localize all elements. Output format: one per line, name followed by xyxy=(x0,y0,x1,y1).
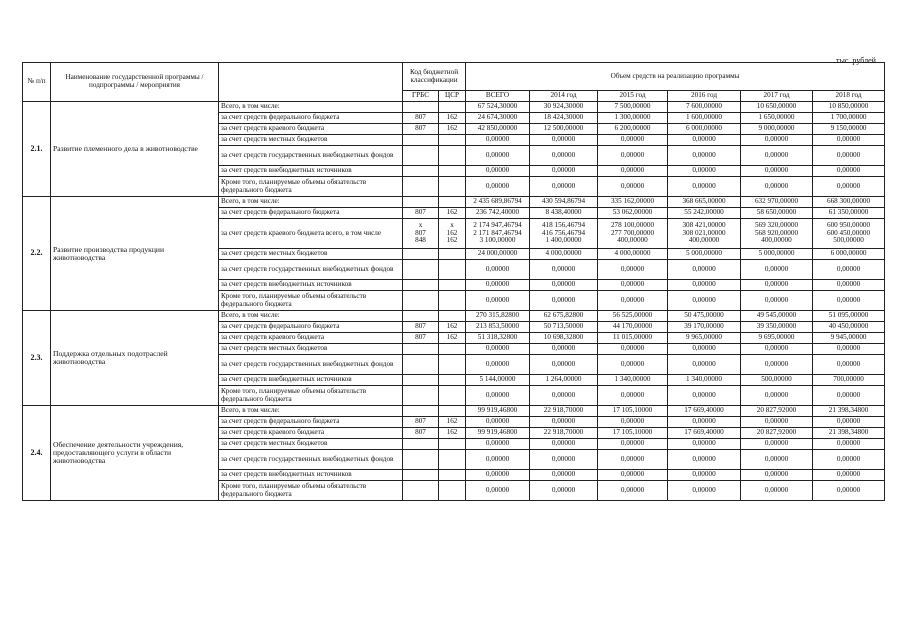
grbs-code: 807 xyxy=(403,113,439,124)
funding-source: за счет средств внебюджетных источников xyxy=(219,280,403,291)
total-value: 24 674,30000 xyxy=(466,113,530,124)
year-value: 0,00000 xyxy=(813,355,885,375)
total-value: 2 435 689,86794 xyxy=(466,197,530,208)
unit-label: тыс. рублей xyxy=(836,56,876,65)
funding-source: за счет средств федерального бюджета xyxy=(219,113,403,124)
year-value: 430 594,86794 xyxy=(530,197,598,208)
grbs-code xyxy=(403,439,439,450)
total-value: 24 000,00000 xyxy=(466,249,530,260)
year-value: 0,00000 xyxy=(813,177,885,197)
year-value: 700,00000 xyxy=(813,375,885,386)
year-value: 0,00000 xyxy=(668,146,741,166)
year-value: 0,00000 xyxy=(741,146,813,166)
header-year: 2014 год xyxy=(530,91,598,102)
year-value: 6 000,00000 xyxy=(813,249,885,260)
year-value: 0,00000 xyxy=(668,386,741,406)
grbs-code xyxy=(403,166,439,177)
funding-source: Кроме того, планируемые объемы обязательств федерального бюджета xyxy=(219,177,403,197)
funding-source: за счет средств местных бюджетов xyxy=(219,135,403,146)
year-value: 51 095,00000 xyxy=(813,311,885,322)
year-value: 0,00000 xyxy=(813,481,885,501)
csr-code xyxy=(439,166,466,177)
grbs-code: 807 xyxy=(403,333,439,344)
year-value: 0,00000 xyxy=(598,481,668,501)
year-value: 0,00000 xyxy=(813,146,885,166)
year-value: 0,00000 xyxy=(668,450,741,470)
total-value: 67 524,30000 xyxy=(466,102,530,113)
year-value: 0,00000 xyxy=(598,135,668,146)
total-value: 0,00000 xyxy=(466,450,530,470)
total-value: 0,00000 xyxy=(466,481,530,501)
grbs-code xyxy=(403,311,439,322)
year-value: 0,00000 xyxy=(813,439,885,450)
year-value: 632 970,00000 xyxy=(741,197,813,208)
year-value: 0,00000 xyxy=(668,344,741,355)
funding-source: за счет средств краевого бюджета xyxy=(219,124,403,135)
funding-source: Всего, в том числе: xyxy=(219,311,403,322)
funding-source: за счет средств государственных внебюджетных фондов xyxy=(219,260,403,280)
year-value: 58 650,00000 xyxy=(741,208,813,219)
total-value: 0,00000 xyxy=(466,166,530,177)
year-value: 1 340,00000 xyxy=(598,375,668,386)
total-value: 0,00000 xyxy=(466,470,530,481)
year-value: 0,00000 xyxy=(530,470,598,481)
header-csr: ЦСР xyxy=(439,91,466,102)
year-value: 0,00000 xyxy=(530,135,598,146)
year-value: 7 600,00000 xyxy=(668,102,741,113)
year-value: 50 475,00000 xyxy=(668,311,741,322)
csr-code xyxy=(439,197,466,208)
funding-source: за счет средств местных бюджетов xyxy=(219,439,403,450)
year-value: 368 665,00000 xyxy=(668,197,741,208)
total-value: 0,00000 xyxy=(466,386,530,406)
year-value: 0,00000 xyxy=(668,291,741,311)
header-year: 2015 год xyxy=(598,91,668,102)
year-value: 0,00000 xyxy=(668,135,741,146)
year-value: 12 500,00000 xyxy=(530,124,598,135)
grbs-code xyxy=(403,146,439,166)
grbs-code: 807 xyxy=(403,208,439,219)
csr-code xyxy=(439,439,466,450)
grbs-code: x 807 848 xyxy=(403,219,439,249)
section-name: Обеспечение деятельности учреждения, предоставляющего услуги в области животноводства xyxy=(51,406,219,501)
csr-code xyxy=(439,311,466,322)
csr-code xyxy=(439,375,466,386)
header-year: 2017 год xyxy=(741,91,813,102)
year-value: 0,00000 xyxy=(668,260,741,280)
header-total: ВСЕГО xyxy=(466,91,530,102)
year-value: 335 162,00000 xyxy=(598,197,668,208)
csr-code: 162 xyxy=(439,113,466,124)
year-value: 1 300,00000 xyxy=(598,113,668,124)
section-name: Развитие племенного дела в животноводстве xyxy=(51,102,219,197)
table-row xyxy=(23,406,885,417)
year-value: 5 000,00000 xyxy=(741,249,813,260)
funding-source: за счет средств местных бюджетов xyxy=(219,344,403,355)
csr-code xyxy=(439,470,466,481)
year-value: 56 525,00000 xyxy=(598,311,668,322)
year-value: 0,00000 xyxy=(813,135,885,146)
grbs-code xyxy=(403,177,439,197)
year-value: 4 000,00000 xyxy=(598,249,668,260)
year-value: 0,00000 xyxy=(598,355,668,375)
year-value: 1 600,00000 xyxy=(668,113,741,124)
header-source xyxy=(219,63,403,102)
grbs-code xyxy=(403,375,439,386)
total-value: 270 315,82800 xyxy=(466,311,530,322)
year-value: 1 264,00000 xyxy=(530,375,598,386)
year-value: 0,00000 xyxy=(598,177,668,197)
total-value: 42 850,00000 xyxy=(466,124,530,135)
funding-source: за счет средств федерального бюджета xyxy=(219,417,403,428)
funding-source: за счет средств государственных внебюджетных фондов xyxy=(219,450,403,470)
year-value: 1 340,00000 xyxy=(668,375,741,386)
year-value: 0,00000 xyxy=(741,450,813,470)
year-value: 0,00000 xyxy=(741,177,813,197)
section-number: 2.4. xyxy=(23,406,51,501)
year-value: 0,00000 xyxy=(668,355,741,375)
funding-source: за счет средств федерального бюджета xyxy=(219,208,403,219)
section-number: 2.3. xyxy=(23,311,51,406)
total-value: 0,00000 xyxy=(466,135,530,146)
grbs-code xyxy=(403,450,439,470)
funding-source: за счет средств краевого бюджета xyxy=(219,428,403,439)
year-value: 1 650,00000 xyxy=(741,113,813,124)
header-year: 2016 год xyxy=(668,91,741,102)
year-value: 0,00000 xyxy=(598,439,668,450)
year-value: 10 698,32800 xyxy=(530,333,598,344)
year-value: 0,00000 xyxy=(741,135,813,146)
csr-code xyxy=(439,135,466,146)
year-value: 0,00000 xyxy=(530,344,598,355)
grbs-code xyxy=(403,344,439,355)
year-value: 0,00000 xyxy=(813,344,885,355)
year-value: 0,00000 xyxy=(741,344,813,355)
funding-source: за счет средств государственных внебюджетных фондов xyxy=(219,355,403,375)
year-value: 6 200,00000 xyxy=(598,124,668,135)
year-value: 9 945,00000 xyxy=(813,333,885,344)
csr-code xyxy=(439,406,466,417)
year-value: 0,00000 xyxy=(741,355,813,375)
grbs-code xyxy=(403,280,439,291)
csr-code xyxy=(439,450,466,470)
year-value: 0,00000 xyxy=(741,166,813,177)
funding-source: за счет средств федерального бюджета xyxy=(219,322,403,333)
csr-code xyxy=(439,260,466,280)
total-value: 213 853,50000 xyxy=(466,322,530,333)
year-value: 0,00000 xyxy=(598,386,668,406)
year-value: 0,00000 xyxy=(741,439,813,450)
total-value: 0,00000 xyxy=(466,291,530,311)
total-value: 5 144,00000 xyxy=(466,375,530,386)
year-value: 21 398,34800 xyxy=(813,406,885,417)
year-value: 1 700,00000 xyxy=(813,113,885,124)
year-value: 0,00000 xyxy=(530,166,598,177)
grbs-code: 807 xyxy=(403,322,439,333)
year-value: 30 924,30000 xyxy=(530,102,598,113)
table-row xyxy=(23,311,885,322)
year-value: 9 000,00000 xyxy=(741,124,813,135)
csr-code: 162 xyxy=(439,322,466,333)
year-value: 6 000,00000 xyxy=(668,124,741,135)
csr-code xyxy=(439,291,466,311)
year-value: 0,00000 xyxy=(668,417,741,428)
header-grbs: ГРБС xyxy=(403,91,439,102)
year-value: 39 350,00000 xyxy=(741,322,813,333)
grbs-code xyxy=(403,260,439,280)
header-name: Наименование государственной программы / подпрограммы / мероприятия xyxy=(51,63,219,102)
year-value: 0,00000 xyxy=(530,450,598,470)
year-value: 20 827,92000 xyxy=(741,406,813,417)
year-value: 0,00000 xyxy=(813,450,885,470)
csr-code: 162 xyxy=(439,333,466,344)
header-volume: Объем средств на реализацию программы xyxy=(466,63,885,91)
year-value: 39 170,00000 xyxy=(668,322,741,333)
year-value: 21 398,34800 xyxy=(813,428,885,439)
total-value: 0,00000 xyxy=(466,417,530,428)
year-value: 17 105,10000 xyxy=(598,406,668,417)
total-value: 0,00000 xyxy=(466,146,530,166)
year-value: 500,00000 xyxy=(741,375,813,386)
total-value: 51 318,32800 xyxy=(466,333,530,344)
year-value: 0,00000 xyxy=(530,386,598,406)
year-value: 0,00000 xyxy=(530,481,598,501)
csr-code xyxy=(439,249,466,260)
year-value: 17 669,40000 xyxy=(668,406,741,417)
csr-code xyxy=(439,355,466,375)
grbs-code xyxy=(403,406,439,417)
funding-source: за счет средств государственных внебюджетных фондов xyxy=(219,146,403,166)
csr-code: 162 xyxy=(439,417,466,428)
year-value: 0,00000 xyxy=(530,260,598,280)
section-name: Поддержка отдельных подотраслей животноводства xyxy=(51,311,219,406)
total-value: 2 174 947,46794 2 171 847,46794 3 100,00000 xyxy=(466,219,530,249)
grbs-code xyxy=(403,197,439,208)
year-value: 61 350,00000 xyxy=(813,208,885,219)
year-value: 0,00000 xyxy=(598,280,668,291)
year-value: 0,00000 xyxy=(598,470,668,481)
total-value: 236 742,40000 xyxy=(466,208,530,219)
year-value: 308 421,00000 308 021,00000 400,00000 xyxy=(668,219,741,249)
funding-source: за счет средств внебюджетных источников xyxy=(219,470,403,481)
grbs-code xyxy=(403,386,439,406)
grbs-code xyxy=(403,102,439,113)
table-header xyxy=(23,63,885,102)
year-value: 0,00000 xyxy=(668,481,741,501)
year-value: 569 320,00000 568 920,00000 400,00000 xyxy=(741,219,813,249)
year-value: 0,00000 xyxy=(598,166,668,177)
year-value: 10 850,00000 xyxy=(813,102,885,113)
grbs-code: 807 xyxy=(403,428,439,439)
section-number: 2.2. xyxy=(23,197,51,311)
total-value: 0,00000 xyxy=(466,344,530,355)
grbs-code xyxy=(403,470,439,481)
year-value: 600 950,00000 600 450,00000 500,00000 xyxy=(813,219,885,249)
year-value: 0,00000 xyxy=(741,260,813,280)
year-value: 278 100,00000 277 700,00000 400,00000 xyxy=(598,219,668,249)
year-value: 10 650,00000 xyxy=(741,102,813,113)
grbs-code xyxy=(403,135,439,146)
year-value: 17 669,40000 xyxy=(668,428,741,439)
year-value: 0,00000 xyxy=(598,146,668,166)
year-value: 0,00000 xyxy=(530,291,598,311)
year-value: 53 062,00000 xyxy=(598,208,668,219)
year-value: 0,00000 xyxy=(668,280,741,291)
grbs-code xyxy=(403,355,439,375)
csr-code xyxy=(439,280,466,291)
funding-source: Кроме того, планируемые объемы обязательств федерального бюджета xyxy=(219,386,403,406)
table-row xyxy=(23,197,885,208)
year-value: 0,00000 xyxy=(741,291,813,311)
funding-source: за счет средств краевого бюджета xyxy=(219,333,403,344)
year-value: 9 965,00000 xyxy=(668,333,741,344)
total-value: 99 919,46800 xyxy=(466,428,530,439)
year-value: 668 300,00000 xyxy=(813,197,885,208)
grbs-code xyxy=(403,249,439,260)
year-value: 0,00000 xyxy=(530,439,598,450)
grbs-code: 807 xyxy=(403,417,439,428)
grbs-code xyxy=(403,291,439,311)
csr-code xyxy=(439,177,466,197)
total-value: 0,00000 xyxy=(466,280,530,291)
year-value: 0,00000 xyxy=(530,417,598,428)
funding-source: Всего, в том числе: xyxy=(219,102,403,113)
year-value: 0,00000 xyxy=(530,146,598,166)
year-value: 0,00000 xyxy=(813,291,885,311)
year-value: 17 105,10000 xyxy=(598,428,668,439)
funding-source: за счет средств внебюджетных источников xyxy=(219,375,403,386)
year-value: 0,00000 xyxy=(530,280,598,291)
csr-code: x 162 162 xyxy=(439,219,466,249)
year-value: 8 438,40000 xyxy=(530,208,598,219)
total-value: 0,00000 xyxy=(466,177,530,197)
table-body xyxy=(23,102,885,501)
year-value: 4 000,00000 xyxy=(530,249,598,260)
year-value: 0,00000 xyxy=(741,470,813,481)
year-value: 7 500,00000 xyxy=(598,102,668,113)
csr-code xyxy=(439,344,466,355)
year-value: 0,00000 xyxy=(668,439,741,450)
year-value: 9 150,00000 xyxy=(813,124,885,135)
year-value: 0,00000 xyxy=(741,386,813,406)
csr-code: 162 xyxy=(439,208,466,219)
year-value: 62 675,82800 xyxy=(530,311,598,322)
year-value: 11 015,00000 xyxy=(598,333,668,344)
year-value: 55 242,00000 xyxy=(668,208,741,219)
csr-code: 162 xyxy=(439,124,466,135)
total-value: 99 919,46800 xyxy=(466,406,530,417)
funding-source: за счет средств краевого бюджета всего, в том числе xyxy=(219,219,403,249)
year-value: 0,00000 xyxy=(813,470,885,481)
year-value: 0,00000 xyxy=(813,280,885,291)
year-value: 0,00000 xyxy=(598,450,668,470)
csr-code xyxy=(439,386,466,406)
year-value: 0,00000 xyxy=(668,470,741,481)
header-no: № п/п xyxy=(23,63,51,102)
year-value: 5 000,00000 xyxy=(668,249,741,260)
year-value: 0,00000 xyxy=(598,344,668,355)
year-value: 0,00000 xyxy=(668,166,741,177)
year-value: 0,00000 xyxy=(741,417,813,428)
year-value: 44 170,00000 xyxy=(598,322,668,333)
grbs-code xyxy=(403,481,439,501)
year-value: 18 424,30000 xyxy=(530,113,598,124)
table-row xyxy=(23,102,885,113)
funding-source: Кроме того, планируемые объемы обязательств федерального бюджета xyxy=(219,291,403,311)
year-value: 49 545,00000 xyxy=(741,311,813,322)
year-value: 0,00000 xyxy=(530,177,598,197)
year-value: 0,00000 xyxy=(741,280,813,291)
year-value: 0,00000 xyxy=(598,291,668,311)
funding-source: Всего, в том числе: xyxy=(219,406,403,417)
year-value: 0,00000 xyxy=(668,177,741,197)
year-value: 9 695,00000 xyxy=(741,333,813,344)
year-value: 22 918,70000 xyxy=(530,406,598,417)
year-value: 0,00000 xyxy=(813,386,885,406)
header-code-group: Код бюджетной классификации xyxy=(403,63,466,91)
year-value: 418 156,46794 416 756,46794 1 400,00000 xyxy=(530,219,598,249)
csr-code xyxy=(439,481,466,501)
year-value: 0,00000 xyxy=(598,417,668,428)
funding-source: за счет средств местных бюджетов xyxy=(219,249,403,260)
csr-code: 162 xyxy=(439,428,466,439)
year-value: 0,00000 xyxy=(813,166,885,177)
header-year: 2018 год xyxy=(813,91,885,102)
csr-code xyxy=(439,102,466,113)
year-value: 0,00000 xyxy=(813,260,885,280)
grbs-code: 807 xyxy=(403,124,439,135)
year-value: 0,00000 xyxy=(598,260,668,280)
section-name: Развитие производства продукции животноводства xyxy=(51,197,219,311)
year-value: 0,00000 xyxy=(813,417,885,428)
budget-table xyxy=(22,62,885,501)
csr-code xyxy=(439,146,466,166)
total-value: 0,00000 xyxy=(466,260,530,280)
funding-source: Всего, в том числе: xyxy=(219,197,403,208)
year-value: 22 918,70000 xyxy=(530,428,598,439)
year-value: 0,00000 xyxy=(530,355,598,375)
year-value: 20 827,92000 xyxy=(741,428,813,439)
year-value: 40 450,00000 xyxy=(813,322,885,333)
funding-source: за счет средств внебюджетных источников xyxy=(219,166,403,177)
section-number: 2.1. xyxy=(23,102,51,197)
funding-source: Кроме того, планируемые объемы обязательств федерального бюджета xyxy=(219,481,403,501)
year-value: 0,00000 xyxy=(741,481,813,501)
total-value: 0,00000 xyxy=(466,355,530,375)
year-value: 50 713,50000 xyxy=(530,322,598,333)
total-value: 0,00000 xyxy=(466,439,530,450)
